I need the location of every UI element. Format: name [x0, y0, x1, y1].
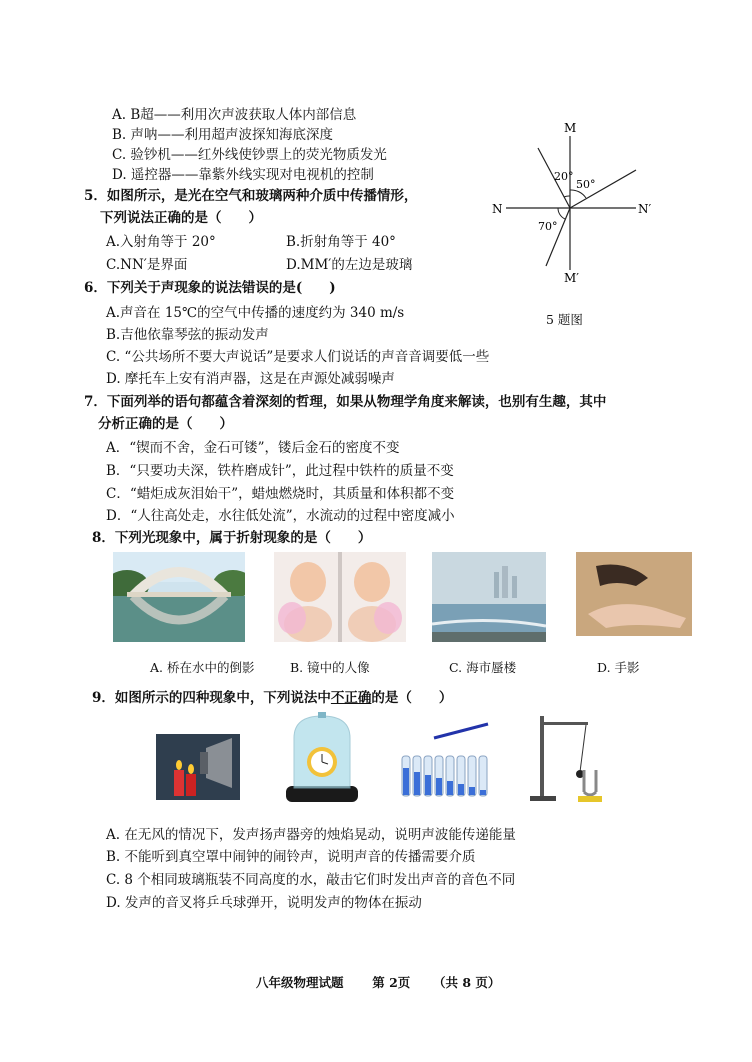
q5-stem-cont: 下列说法正确的是（ ）	[100, 210, 262, 226]
label-n-prime: N′	[638, 202, 652, 216]
q7-stem: 7．下面列举的语句都蕴含着深刻的哲理，如果从物理学角度来解读，也别有生趣，其中	[84, 394, 607, 410]
angle-70: 70°	[538, 220, 558, 233]
q8-caption-b: B. 镜中的人像	[290, 660, 370, 675]
q8-caption-a: A. 桥在水中的倒影	[150, 660, 255, 675]
q4-option-c: C. 验钞机——红外线使钞票上的荧光物质发光	[112, 147, 387, 163]
bell-jar-clock-photo	[282, 712, 362, 804]
footer	[256, 974, 500, 992]
label-n: N	[492, 202, 503, 216]
q7-option-c: C．“蜡炬成灰泪始干”，蜡烛燃烧时，其质量和体积都不变	[106, 486, 455, 502]
q5-stem: 5．如图所示，是光在空气和玻璃两种介质中传播情形，	[84, 188, 418, 204]
tuning-fork-stand-photo	[526, 712, 610, 806]
hand-shadow-photo	[576, 552, 692, 636]
q5-figure-caption: 5 题图	[546, 312, 583, 327]
q9-stem	[92, 689, 452, 707]
q8-caption-c: C. 海市蜃楼	[449, 660, 517, 675]
angle-50: 50°	[576, 178, 596, 191]
footer-subject: 八年级物理试题	[256, 975, 344, 990]
speaker-candle-photo	[156, 734, 240, 800]
water-bottles-photo	[398, 720, 494, 800]
mirage-photo	[432, 552, 546, 642]
q4-option-a: A. B超——利用次声波获取人体内部信息	[112, 107, 357, 123]
label-m: M	[564, 121, 577, 135]
q9-option-a: A. 在无风的情况下，发声扬声器旁的烛焰晃动，说明声波能传递能量	[106, 827, 516, 843]
q9-stem-underline: 不正确	[330, 690, 372, 706]
q8-stem: 8．下列光现象中，属于折射现象的是（ ）	[92, 530, 372, 546]
q6-option-b: B.吉他依靠琴弦的振动发声	[106, 327, 269, 343]
q9-stem-pre: 9．如图所示的四种现象中，下列说法中	[92, 690, 331, 706]
q6-option-d: D. 摩托车上安有消声器，这是在声源处减弱噪声	[106, 371, 395, 387]
footer-total: （共 8 页）	[433, 975, 501, 990]
q8-caption-d: D. 手影	[597, 660, 640, 675]
q6-option-c: C. “公共场所不要大声说话”是要求人们说话的声音音调要低一些	[106, 349, 490, 365]
q4-option-d: D. 遥控器——靠紫外线实现对电视机的控制	[112, 167, 374, 183]
mirror-baby-photo	[274, 552, 406, 642]
q9-option-c: C. 8 个相同玻璃瓶装不同高度的水，敲击它们时发出声音的音色不同	[106, 872, 516, 888]
q5-option-a: A.入射角等于 20°	[106, 234, 216, 250]
label-m-prime: M′	[564, 271, 580, 285]
q7-stem-cont: 分析正确的是（ ）	[98, 416, 233, 432]
angle-20: 20°	[554, 170, 574, 183]
q7-option-a: A．“锲而不舍，金石可镂”，镂后金石的密度不变	[106, 440, 400, 456]
q9-option-d: D. 发声的音叉将乒乓球弹开，说明发声的物体在振动	[106, 895, 422, 911]
q9-stem-post: 的是（ ）	[371, 690, 453, 706]
q5-option-d: D.MM′的左边是玻璃	[286, 257, 413, 273]
q6-stem: 6．下列关于声现象的说法错误的是( )	[84, 280, 336, 296]
q4-option-b: B. 声呐——利用超声波探知海底深度	[112, 127, 334, 143]
q7-option-b: B．“只要功夫深，铁杵磨成针”，此过程中铁杵的质量不变	[106, 463, 454, 479]
bridge-reflection-photo	[113, 552, 245, 642]
footer-page: 第 2页	[372, 975, 411, 990]
q9-option-b: B. 不能听到真空罩中闹钟的闹铃声，说明声音的传播需要介质	[106, 849, 476, 865]
q7-option-d: D．“人往高处走，水往低处流”，水流动的过程中密度减小	[106, 508, 455, 524]
q5-light-diagram	[486, 118, 666, 288]
q5-option-b: B.折射角等于 40°	[286, 234, 396, 250]
q6-option-a: A.声音在 15℃的空气中传播的速度约为 340 m/s	[106, 305, 405, 321]
q5-option-c: C.NN′是界面	[106, 257, 188, 273]
